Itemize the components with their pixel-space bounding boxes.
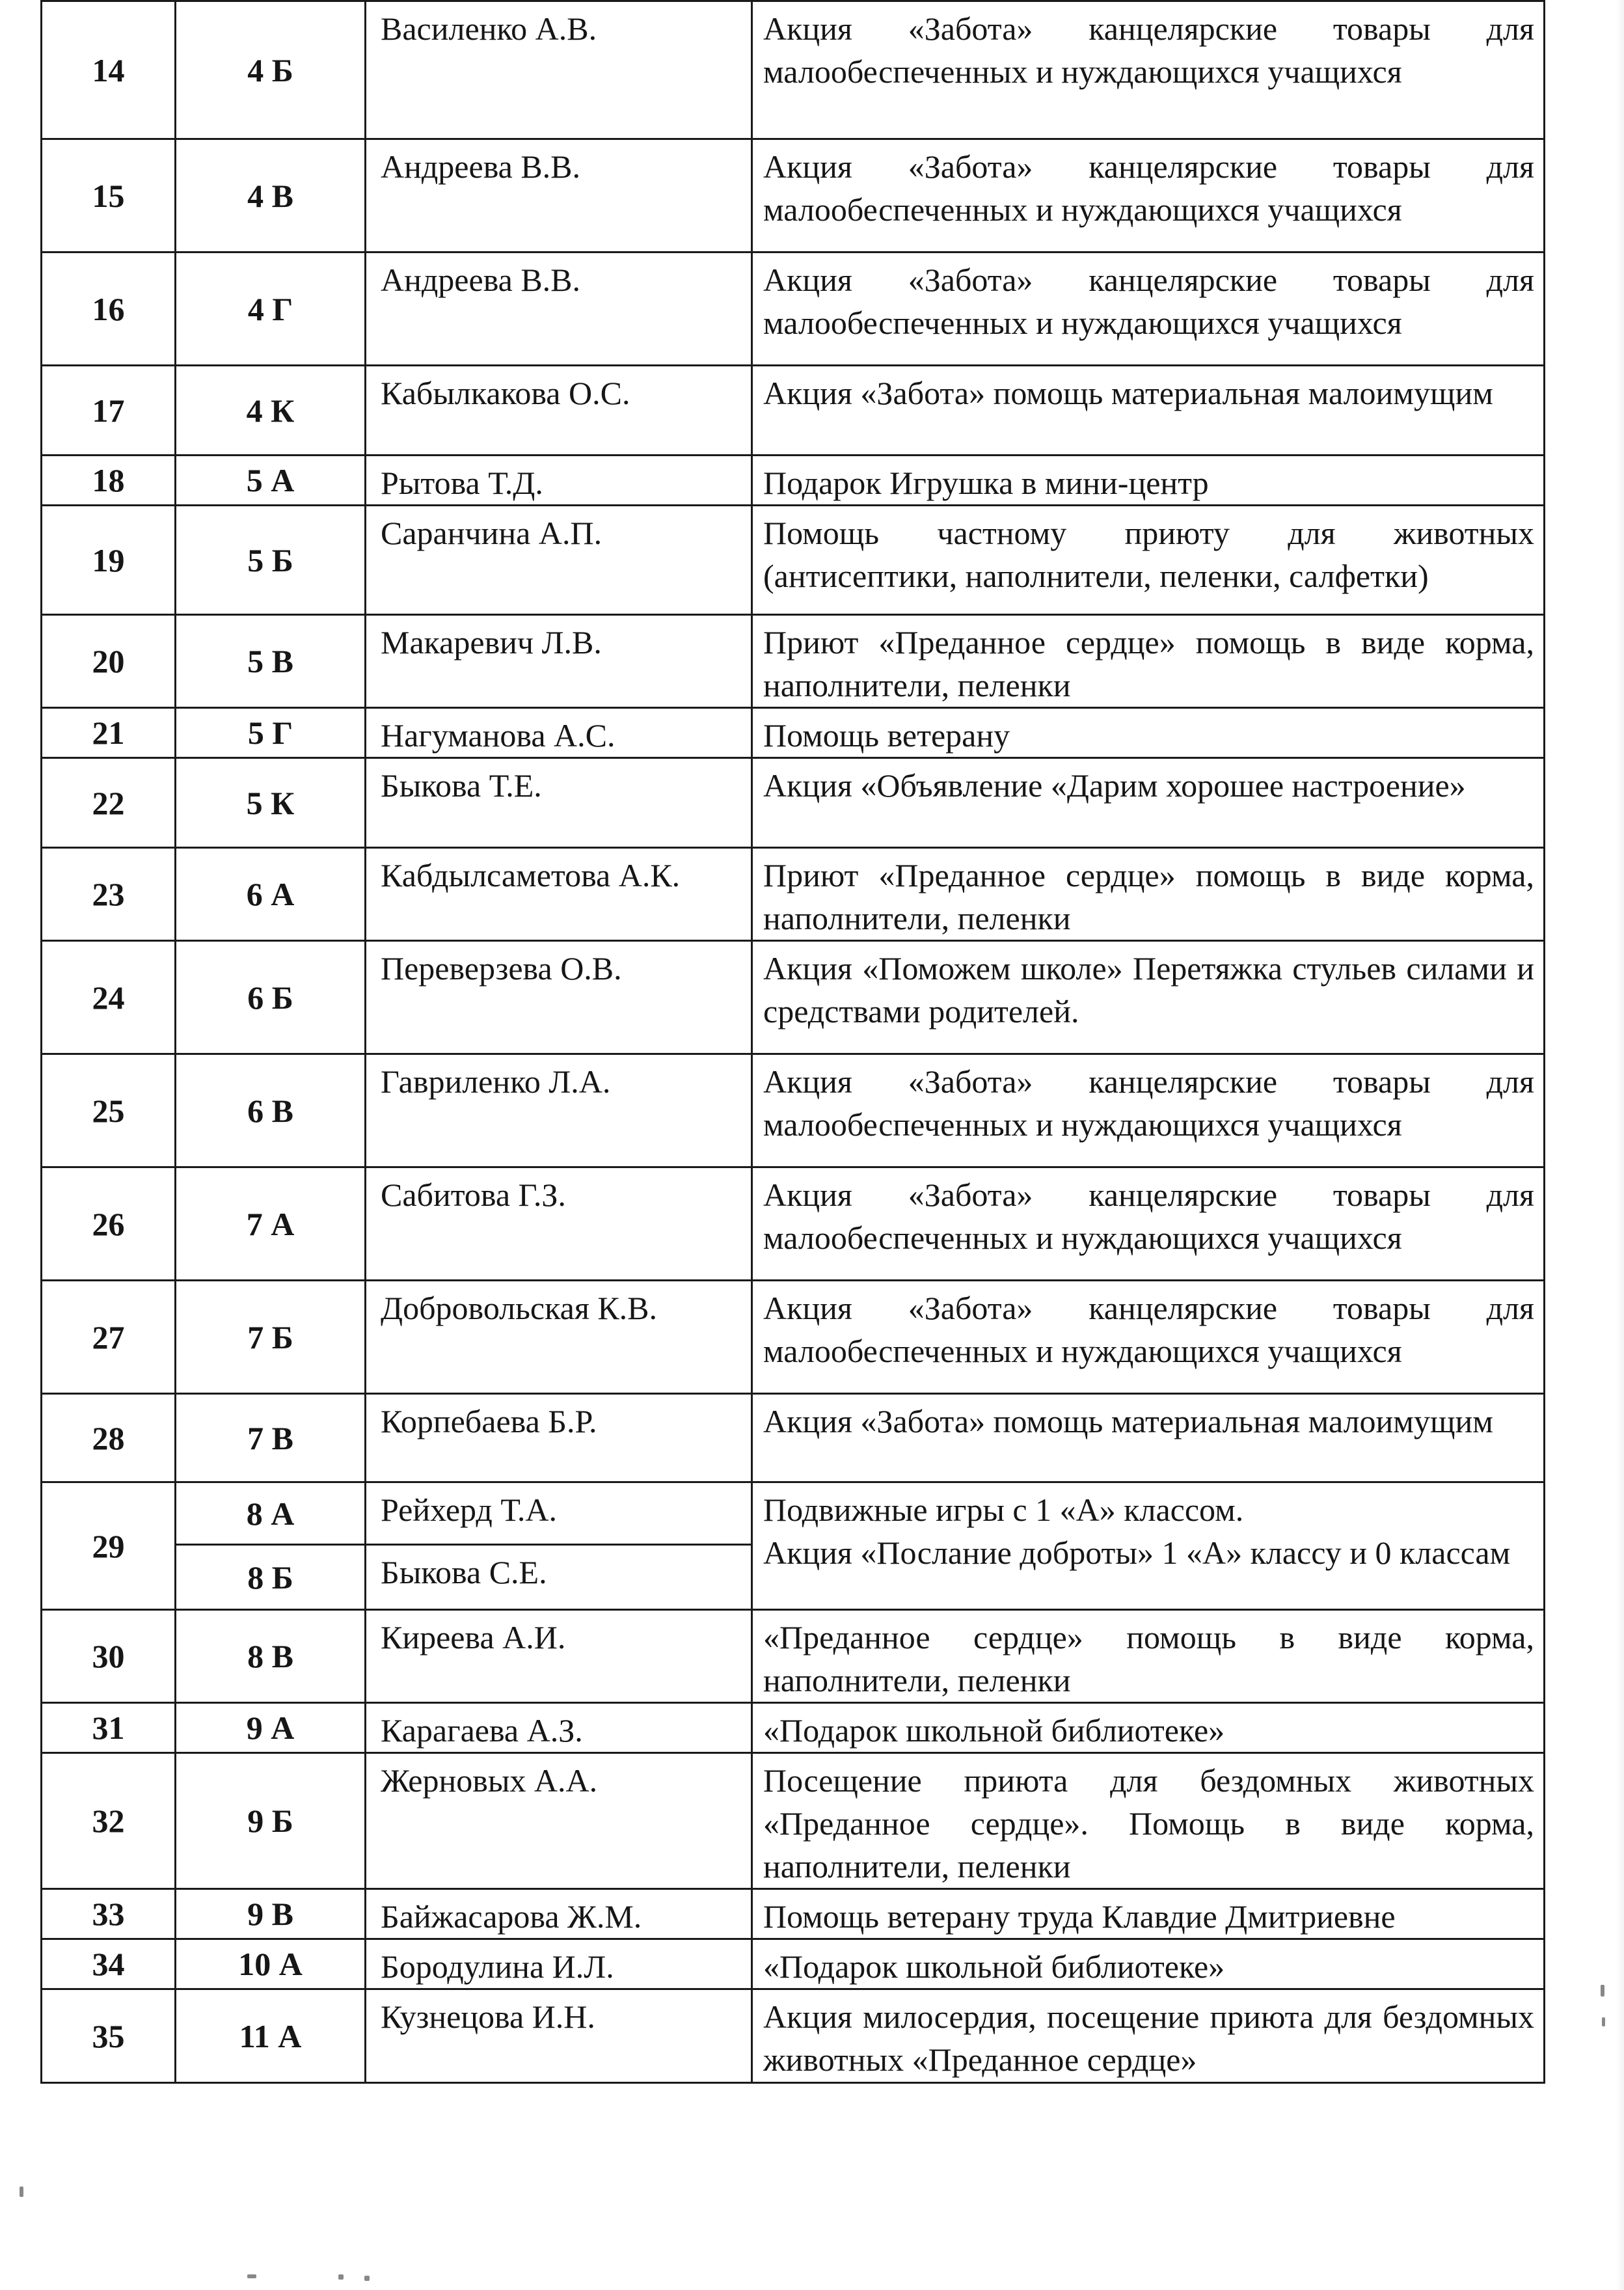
row-number: 19	[42, 506, 176, 615]
event-cell: Помощь ветерану	[752, 708, 1545, 758]
table-row	[42, 1939, 1545, 1989]
table-body-top	[42, 1, 1545, 1482]
table-row	[42, 1989, 1545, 2083]
table-row	[42, 1889, 1545, 1939]
table-row	[42, 848, 1545, 941]
teacher-cell: Василенко А.В.	[366, 1, 752, 139]
table-row	[42, 941, 1545, 1054]
class-cell: 4 Г	[176, 252, 366, 366]
row-number: 16	[42, 252, 176, 366]
row-number: 32	[42, 1753, 176, 1889]
row-number: 25	[42, 1054, 176, 1167]
class-cell: 6 А	[176, 848, 366, 941]
class-cell: 5 Б	[176, 506, 366, 615]
teacher-cell: Кабылкакова О.С.	[366, 366, 752, 456]
teacher-cell: Карагаева А.З.	[366, 1703, 752, 1753]
teacher-cell: Кабдылсаметова А.К.	[366, 848, 752, 941]
row-number: 24	[42, 941, 176, 1054]
table-row	[42, 1281, 1545, 1394]
class-cell: 8 В	[176, 1610, 366, 1703]
table-row	[42, 615, 1545, 708]
teacher-cell: Рейхерд Т.А.	[366, 1482, 752, 1545]
event-cell: Акция «Забота» канцелярские товары для малообеспеченных и нуждающихся учащихся	[752, 1281, 1545, 1394]
table-row	[42, 366, 1545, 456]
class-cell: 9 Б	[176, 1753, 366, 1889]
table-row	[42, 1167, 1545, 1281]
row-number: 31	[42, 1703, 176, 1753]
table-row	[42, 1, 1545, 139]
teacher-cell: Добровольская К.В.	[366, 1281, 752, 1394]
event-cell: Акция «Забота» канцелярские товары для малообеспеченных и нуждающихся учащихся	[752, 1054, 1545, 1167]
row-number: 18	[42, 456, 176, 506]
page-edge-shadow	[1616, 0, 1624, 2290]
scan-speck	[1602, 2017, 1605, 2026]
event-cell: Акция «Забота» канцелярские товары для малообеспеченных и нуждающихся учащихся	[752, 252, 1545, 366]
teacher-cell: Киреева А.И.	[366, 1610, 752, 1703]
row-number: 26	[42, 1167, 176, 1281]
table-row	[42, 1482, 1545, 1545]
event-line: Подвижные игры с 1 «А» классом.	[763, 1492, 1244, 1528]
class-cell: 5 К	[176, 758, 366, 848]
scan-speck	[364, 2276, 370, 2281]
teacher-cell: Андреева В.В.	[366, 139, 752, 252]
scan-speck	[338, 2274, 344, 2280]
row-number: 33	[42, 1889, 176, 1939]
teacher-cell: Бородулина И.Л.	[366, 1939, 752, 1989]
table-row	[42, 139, 1545, 252]
class-cell: 5 В	[176, 615, 366, 708]
events-table	[40, 0, 1545, 2084]
table-row	[42, 456, 1545, 506]
event-line: Акция «Послание доброты» 1 «А» классу и 0 классам	[763, 1534, 1511, 1571]
class-cell: 5 А	[176, 456, 366, 506]
scan-speck	[247, 2274, 256, 2278]
table-row	[42, 1703, 1545, 1753]
scan-speck	[20, 2187, 23, 2197]
row-number: 22	[42, 758, 176, 848]
class-cell: 6 Б	[176, 941, 366, 1054]
row-number: 30	[42, 1610, 176, 1703]
event-cell: Помощь ветерану труда Клавдие Дмитриевне	[752, 1889, 1545, 1939]
teacher-cell: Сабитова Г.З.	[366, 1167, 752, 1281]
class-cell: 8 А	[176, 1482, 366, 1545]
class-cell: 10 А	[176, 1939, 366, 1989]
teacher-cell: Саранчина А.П.	[366, 506, 752, 615]
row-number: 29	[42, 1482, 176, 1610]
class-cell: 5 Г	[176, 708, 366, 758]
event-cell: «Преданное сердце» помощь в виде корма, наполнители, пеленки	[752, 1610, 1545, 1703]
row-number: 15	[42, 139, 176, 252]
class-cell: 4 Б	[176, 1, 366, 139]
event-cell: Акция «Забота» канцелярские товары для малообеспеченных и нуждающихся учащихся	[752, 1, 1545, 139]
event-cell: Акция «Забота» помощь материальная малоимущим	[752, 1394, 1545, 1482]
teacher-cell: Байжасарова Ж.М.	[366, 1889, 752, 1939]
event-cell: «Подарок школьной библиотеке»	[752, 1939, 1545, 1989]
class-cell: 11 А	[176, 1989, 366, 2083]
teacher-cell: Быкова С.Е.	[366, 1545, 752, 1610]
event-cell: Приют «Преданное сердце» помощь в виде корма, наполнители, пеленки	[752, 615, 1545, 708]
class-cell: 7 В	[176, 1394, 366, 1482]
class-cell: 4 В	[176, 139, 366, 252]
event-cell: Акция «Забота» канцелярские товары для малообеспеченных и нуждающихся учащихся	[752, 1167, 1545, 1281]
class-cell: 8 Б	[176, 1545, 366, 1610]
row-number: 20	[42, 615, 176, 708]
event-cell: Подарок Игрушка в мини-центр	[752, 456, 1545, 506]
table-row	[42, 1753, 1545, 1889]
table-row	[42, 1054, 1545, 1167]
class-cell: 4 К	[176, 366, 366, 456]
event-cell: Акция милосердия, посещение приюта для бездомных животных «Преданное сердце»	[752, 1989, 1545, 2083]
teacher-cell: Андреева В.В.	[366, 252, 752, 366]
event-cell: Посещение приюта для бездомных животных «Преданное сердце». Помощь в виде корма, наполнители, пеленки	[752, 1753, 1545, 1889]
teacher-cell: Макаревич Л.В.	[366, 615, 752, 708]
row-number: 23	[42, 848, 176, 941]
teacher-cell: Гавриленко Л.А.	[366, 1054, 752, 1167]
table-row	[42, 252, 1545, 366]
event-cell: «Подарок школьной библиотеке»	[752, 1703, 1545, 1753]
event-cell: Приют «Преданное сердце» помощь в виде корма, наполнители, пеленки	[752, 848, 1545, 941]
teacher-cell: Кузнецова И.Н.	[366, 1989, 752, 2083]
teacher-cell: Переверзева О.В.	[366, 941, 752, 1054]
table-body-bottom	[42, 1610, 1545, 2083]
event-cell: Акция «Объявление «Дарим хорошее настроение»	[752, 758, 1545, 848]
teacher-cell: Рытова Т.Д.	[366, 456, 752, 506]
row-number: 27	[42, 1281, 176, 1394]
table-row	[42, 758, 1545, 848]
teacher-cell: Быкова Т.Е.	[366, 758, 752, 848]
event-cell: Акция «Забота» канцелярские товары для малообеспеченных и нуждающихся учащихся	[752, 139, 1545, 252]
row-number: 14	[42, 1, 176, 139]
teacher-cell: Корпебаева Б.Р.	[366, 1394, 752, 1482]
row-number: 34	[42, 1939, 176, 1989]
event-cell: Помощь частному приюту для животных (антисептики, наполнители, пеленки, салфетки)	[752, 506, 1545, 615]
event-cell	[752, 1482, 1545, 1610]
teacher-cell: Жерновых А.А.	[366, 1753, 752, 1889]
class-cell: 6 В	[176, 1054, 366, 1167]
event-cell: Акция «Поможем школе» Перетяжка стульев силами и средствами родителей.	[752, 941, 1545, 1054]
event-cell: Акция «Забота» помощь материальная малоимущим	[752, 366, 1545, 456]
class-cell: 9 В	[176, 1889, 366, 1939]
table-row	[42, 1394, 1545, 1482]
class-cell: 9 А	[176, 1703, 366, 1753]
row-number: 35	[42, 1989, 176, 2083]
scan-speck	[1601, 1985, 1604, 1997]
row-number: 21	[42, 708, 176, 758]
teacher-cell: Нагуманова А.С.	[366, 708, 752, 758]
table-body-merged	[42, 1482, 1545, 1610]
table-row	[42, 1610, 1545, 1703]
row-number: 28	[42, 1394, 176, 1482]
class-cell: 7 А	[176, 1167, 366, 1281]
table-row	[42, 708, 1545, 758]
table-row	[42, 506, 1545, 615]
class-cell: 7 Б	[176, 1281, 366, 1394]
row-number: 17	[42, 366, 176, 456]
